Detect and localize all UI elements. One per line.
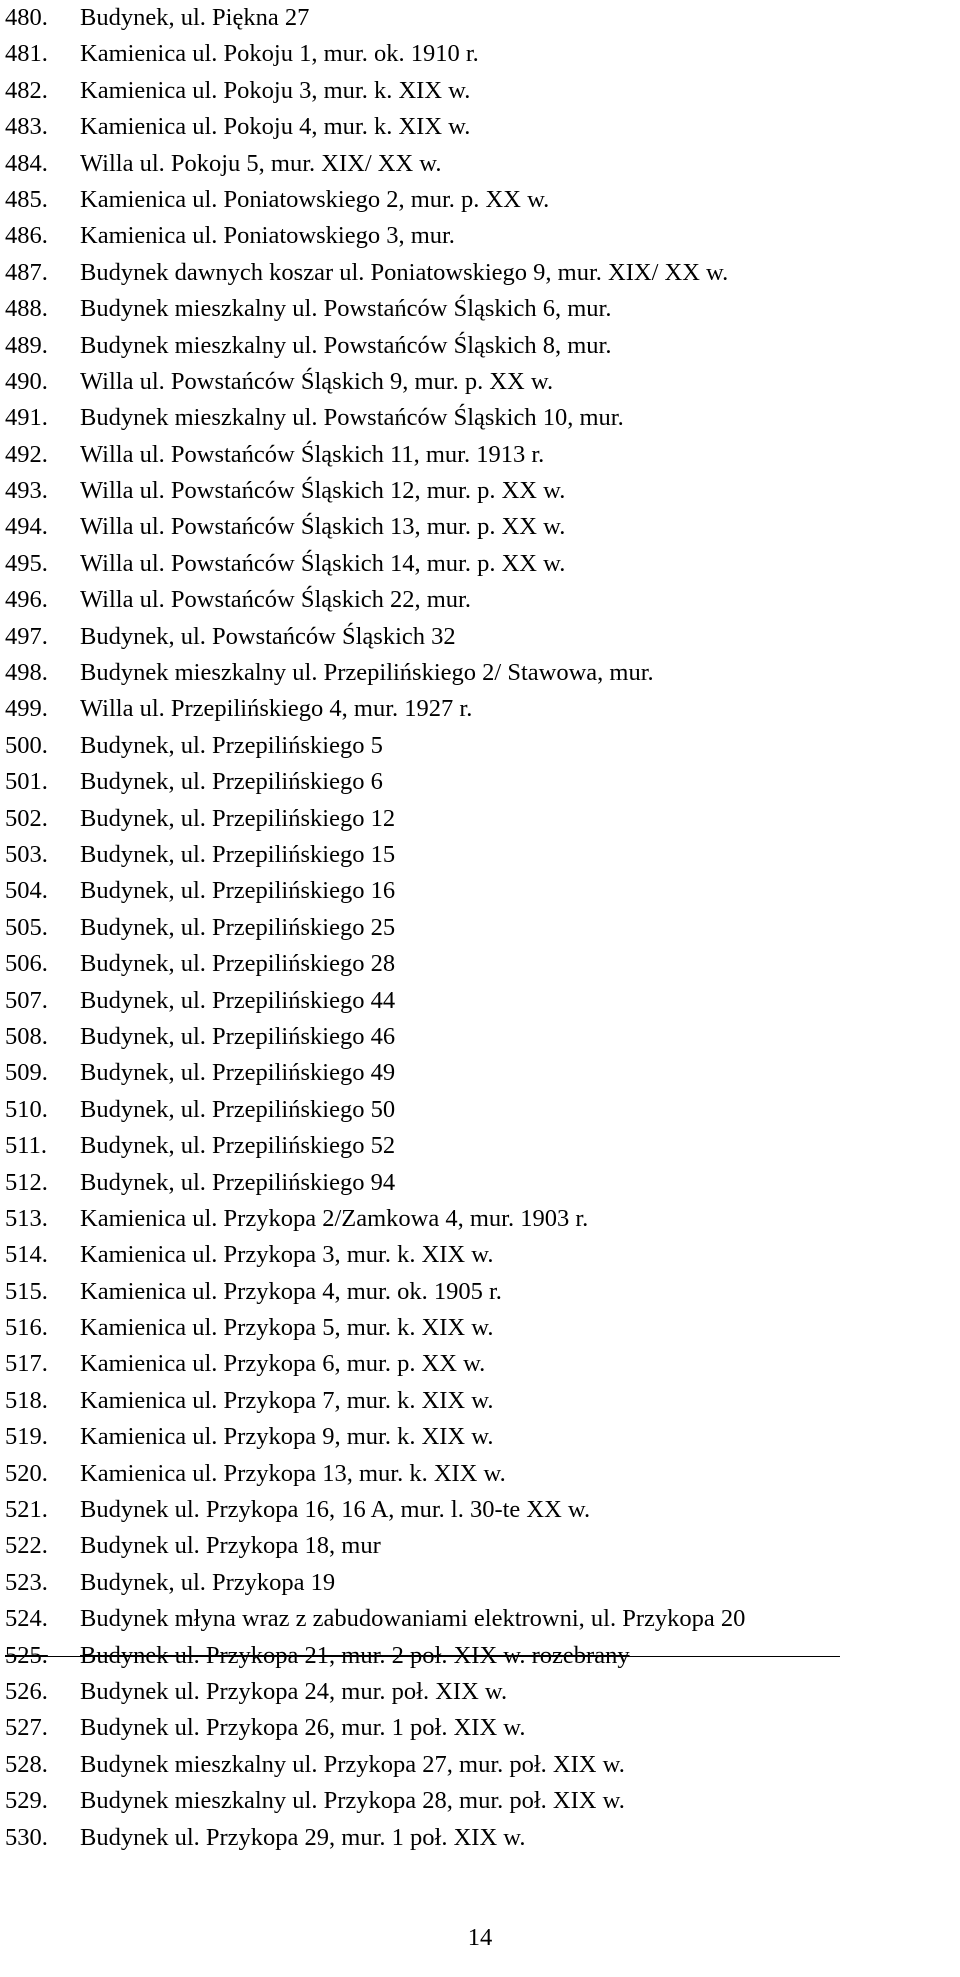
item-number: 484. — [5, 149, 48, 177]
list-item — [5, 1601, 955, 1637]
list-item — [5, 473, 955, 509]
list-item — [5, 1019, 955, 1055]
item-number: 500. — [5, 731, 48, 759]
item-text: Kamienica ul. Przykopa 13, mur. k. XIX w. — [80, 1459, 506, 1487]
item-number: 481. — [5, 40, 48, 68]
item-text: Budynek młyna wraz z zabudowaniami elektrowni, ul. Przykopa 20 — [80, 1605, 746, 1633]
item-text: Kamienica ul. Przykopa 9, mur. k. XIX w. — [80, 1423, 494, 1451]
list-item — [5, 1492, 955, 1528]
list-item — [5, 1528, 955, 1564]
item-number: 528. — [5, 1750, 48, 1778]
item-number: 489. — [5, 331, 48, 359]
list-item — [5, 146, 955, 182]
item-text: Budynek ul. Przykopa 21, mur. 2 poł. XIX w. rozebrany — [80, 1641, 630, 1669]
item-text: Kamienica ul. Przykopa 3, mur. k. XIX w. — [80, 1241, 494, 1269]
list-item — [5, 1456, 955, 1492]
item-number: 527. — [5, 1714, 48, 1742]
item-number: 506. — [5, 950, 48, 978]
list-item — [5, 910, 955, 946]
item-number: 490. — [5, 367, 48, 395]
item-number: 493. — [5, 477, 48, 505]
list-item — [5, 328, 955, 364]
item-text: Kamienica ul. Przykopa 5, mur. k. XIX w. — [80, 1314, 494, 1342]
item-text: Budynek, ul. Przykopa 19 — [80, 1568, 336, 1596]
item-text: Budynek mieszkalny ul. Powstańców Śląskich 6, mur. — [80, 295, 612, 323]
list-item — [5, 1201, 955, 1237]
list-item — [5, 109, 955, 145]
list-item — [5, 364, 955, 400]
item-number: 522. — [5, 1532, 48, 1560]
item-number: 488. — [5, 295, 48, 323]
list-item — [5, 0, 955, 36]
list-item — [5, 36, 955, 72]
item-number: 517. — [5, 1350, 48, 1378]
list-item — [5, 218, 955, 254]
monument-list — [5, 0, 955, 1856]
item-text: Budynek, ul. Przepilińskiego 6 — [80, 768, 383, 796]
item-text: Budynek ul. Przykopa 16, 16 A, mur. l. 30-te XX w. — [80, 1496, 591, 1524]
item-text: Willa ul. Powstańców Śląskich 12, mur. p. XX w. — [80, 477, 566, 505]
item-number: 526. — [5, 1677, 48, 1705]
item-number: 482. — [5, 76, 48, 104]
item-number: 505. — [5, 913, 48, 941]
item-text: Willa ul. Powstańców Śląskich 14, mur. p. XX w. — [80, 549, 566, 577]
list-item — [5, 1565, 955, 1601]
item-text: Kamienica ul. Pokoju 3, mur. k. XIX w. — [80, 76, 471, 104]
item-text: Budynek mieszkalny ul. Powstańców Śląskich 10, mur. — [80, 404, 624, 432]
item-text: Budynek, ul. Piękna 27 — [80, 4, 310, 31]
item-number: 504. — [5, 877, 48, 905]
item-number: 496. — [5, 586, 48, 614]
item-text: Willa ul. Powstańców Śląskich 22, mur. — [80, 586, 471, 614]
item-text: Kamienica ul. Poniatowskiego 3, mur. — [80, 222, 455, 250]
item-number: 486. — [5, 222, 48, 250]
item-number: 501. — [5, 768, 48, 796]
page-number: 14 — [467, 1924, 493, 1951]
item-number: 497. — [5, 622, 48, 650]
item-text: Kamienica ul. Przykopa 4, mur. ok. 1905 r. — [80, 1277, 502, 1305]
item-number: 503. — [5, 840, 48, 868]
list-item — [5, 182, 955, 218]
item-number: 516. — [5, 1314, 48, 1342]
item-text: Kamienica ul. Przykopa 7, mur. k. XIX w. — [80, 1386, 494, 1414]
item-number: 483. — [5, 113, 48, 141]
item-number: 525. — [5, 1641, 48, 1669]
item-number: 495. — [5, 549, 48, 577]
item-number: 529. — [5, 1787, 48, 1815]
item-number: 515. — [5, 1277, 48, 1305]
list-item — [5, 764, 955, 800]
list-item — [5, 1055, 955, 1091]
list-item — [5, 1237, 955, 1273]
list-item — [5, 619, 955, 655]
item-number: 502. — [5, 804, 48, 832]
item-number: 487. — [5, 258, 48, 286]
item-text: Budynek, ul. Przepilińskiego 50 — [80, 1095, 396, 1123]
item-number: 513. — [5, 1204, 48, 1232]
list-item — [5, 1710, 955, 1746]
list-item — [5, 1092, 955, 1128]
item-number: 519. — [5, 1423, 48, 1451]
list-item — [5, 291, 955, 327]
item-number: 524. — [5, 1605, 48, 1633]
list-item — [5, 1346, 955, 1382]
item-number: 508. — [5, 1022, 48, 1050]
list-item-struck — [5, 1638, 955, 1674]
list-item — [5, 1274, 955, 1310]
list-item — [5, 73, 955, 109]
item-text: Budynek, ul. Przepilińskiego 15 — [80, 840, 396, 868]
list-item — [5, 255, 955, 291]
item-text: Budynek mieszkalny ul. Powstańców Śląskich 8, mur. — [80, 331, 612, 359]
item-text: Budynek, ul. Powstańców Śląskich 32 — [80, 622, 456, 650]
item-text: Kamienica ul. Pokoju 4, mur. k. XIX w. — [80, 113, 471, 141]
item-number: 494. — [5, 513, 48, 541]
item-number: 514. — [5, 1241, 48, 1269]
list-item — [5, 400, 955, 436]
item-text: Budynek, ul. Przepilińskiego 49 — [80, 1059, 396, 1087]
item-number: 523. — [5, 1568, 48, 1596]
item-text: Budynek ul. Przykopa 24, mur. poł. XIX w. — [80, 1677, 508, 1705]
item-text: Willa ul. Przepilińskiego 4, mur. 1927 r. — [80, 695, 473, 723]
item-number: 509. — [5, 1059, 48, 1087]
item-text: Budynek, ul. Przepilińskiego 12 — [80, 804, 396, 832]
item-text: Budynek, ul. Przepilińskiego 52 — [80, 1132, 396, 1160]
item-text: Budynek mieszkalny ul. Przepilińskiego 2/ Stawowa, mur. — [80, 659, 654, 687]
item-text: Budynek ul. Przykopa 29, mur. 1 poł. XIX w. — [80, 1823, 526, 1851]
item-number: 507. — [5, 986, 48, 1014]
list-item — [5, 801, 955, 837]
list-item — [5, 546, 955, 582]
item-number: 518. — [5, 1386, 48, 1414]
list-item — [5, 1165, 955, 1201]
list-item — [5, 1419, 955, 1455]
item-text: Budynek, ul. Przepilińskiego 28 — [80, 950, 396, 978]
item-number: 520. — [5, 1459, 48, 1487]
item-text: Kamienica ul. Pokoju 1, mur. ok. 1910 r. — [80, 40, 479, 68]
item-text: Budynek, ul. Przepilińskiego 46 — [80, 1022, 396, 1050]
item-number: 491. — [5, 404, 48, 432]
list-item — [5, 1783, 955, 1819]
item-text: Budynek, ul. Przepilińskiego 5 — [80, 731, 383, 759]
item-text: Willa ul. Powstańców Śląskich 11, mur. 1913 r. — [80, 440, 545, 468]
item-text: Kamienica ul. Przykopa 6, mur. p. XX w. — [80, 1350, 486, 1378]
list-item — [5, 837, 955, 873]
list-item — [5, 873, 955, 909]
item-number: 521. — [5, 1496, 48, 1524]
item-text: Budynek mieszkalny ul. Przykopa 28, mur. poł. XIX w. — [80, 1787, 625, 1815]
list-item — [5, 582, 955, 618]
item-text: Budynek, ul. Przepilińskiego 16 — [80, 877, 396, 905]
list-item — [5, 983, 955, 1019]
item-text: Willa ul. Pokoju 5, mur. XIX/ XX w. — [80, 149, 442, 177]
item-text: Budynek dawnych koszar ul. Poniatowskiego 9, mur. XIX/ XX w. — [80, 258, 729, 286]
item-text: Budynek, ul. Przepilińskiego 25 — [80, 913, 396, 941]
list-item — [5, 509, 955, 545]
item-number: 510. — [5, 1095, 48, 1123]
item-number: 480. — [5, 4, 48, 31]
item-text: Budynek ul. Przykopa 26, mur. 1 poł. XIX w. — [80, 1714, 526, 1742]
item-text: Budynek, ul. Przepilińskiego 94 — [80, 1168, 396, 1196]
item-text: Budynek, ul. Przepilińskiego 44 — [80, 986, 396, 1014]
item-number: 498. — [5, 659, 48, 687]
item-number: 485. — [5, 185, 48, 213]
item-text: Kamienica ul. Przykopa 2/Zamkowa 4, mur. 1903 r. — [80, 1204, 589, 1232]
list-item — [5, 1383, 955, 1419]
item-text: Willa ul. Powstańców Śląskich 13, mur. p. XX w. — [80, 513, 566, 541]
list-item — [5, 1820, 955, 1856]
list-item — [5, 1310, 955, 1346]
item-number: 492. — [5, 440, 48, 468]
item-number: 530. — [5, 1823, 48, 1851]
item-number: 512. — [5, 1168, 48, 1196]
list-item — [5, 437, 955, 473]
list-item — [5, 691, 955, 727]
list-item — [5, 655, 955, 691]
list-item — [5, 1674, 955, 1710]
item-text: Budynek ul. Przykopa 18, mur — [80, 1532, 381, 1560]
item-number: 499. — [5, 695, 48, 723]
list-item — [5, 1747, 955, 1783]
list-item — [5, 728, 955, 764]
list-item — [5, 1128, 955, 1164]
list-item — [5, 946, 955, 982]
item-number: 511. — [5, 1132, 47, 1160]
item-text: Budynek mieszkalny ul. Przykopa 27, mur. poł. XIX w. — [80, 1750, 625, 1778]
item-text: Kamienica ul. Poniatowskiego 2, mur. p. XX w. — [80, 185, 550, 213]
item-text: Willa ul. Powstańców Śląskich 9, mur. p. XX w. — [80, 367, 554, 395]
